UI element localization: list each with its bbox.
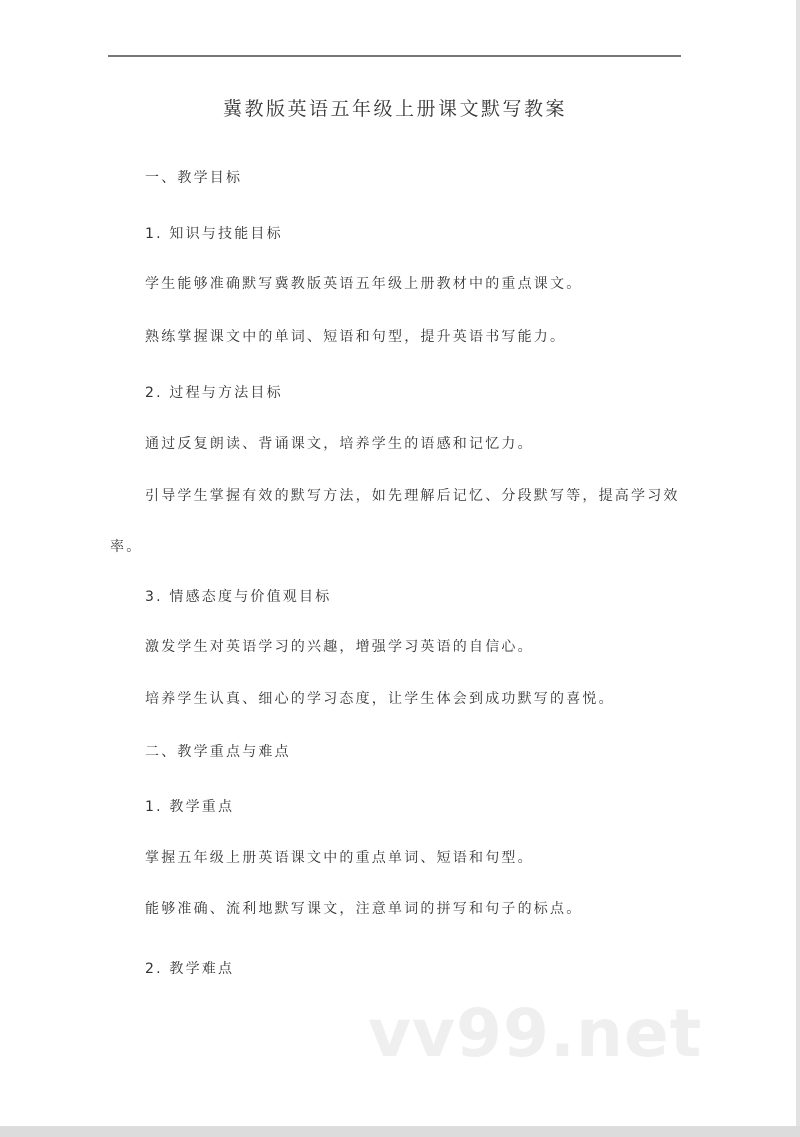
subheading: 2. 过程与方法目标 [145,385,283,401]
page-edge [0,1126,800,1137]
subheading: 2. 教学难点 [145,961,235,977]
watermark: vv99.net [368,995,703,1072]
paragraph: 引导学生掌握有效的默写方法，如先理解后记忆、分段默写等，提高学习效率。 [110,488,680,555]
document-title: 冀教版英语五年级上册课文默写教案 [222,98,567,120]
paragraph: 学生能够准确默写冀教版英语五年级上册教材中的重点课文。 [145,276,583,292]
paragraph: 培养学生认真、细心的学习态度，让学生体会到成功默写的喜悦。 [145,691,615,707]
paragraph: 激发学生对英语学习的兴趣，增强学习英语的自信心。 [145,639,534,655]
subheading: 1. 教学重点 [145,799,235,815]
section-heading: 二、教学重点与难点 [145,744,291,760]
paragraph: 通过反复朗读、背诵课文，培养学生的语感和记忆力。 [145,436,534,452]
header-rule [108,55,681,57]
paragraph: 掌握五年级上册英语课文中的重点单词、短语和句型。 [145,850,534,866]
subheading: 3. 情感态度与价值观目标 [145,589,332,605]
paragraph: 熟练掌握课文中的单词、短语和句型，提升英语书写能力。 [145,329,567,345]
paragraph: 能够准确、流利地默写课文，注意单词的拼写和句子的标点。 [145,901,583,917]
section-heading: 一、教学目标 [145,170,243,186]
page-edge [796,0,800,1126]
subheading: 1. 知识与技能目标 [145,226,283,242]
